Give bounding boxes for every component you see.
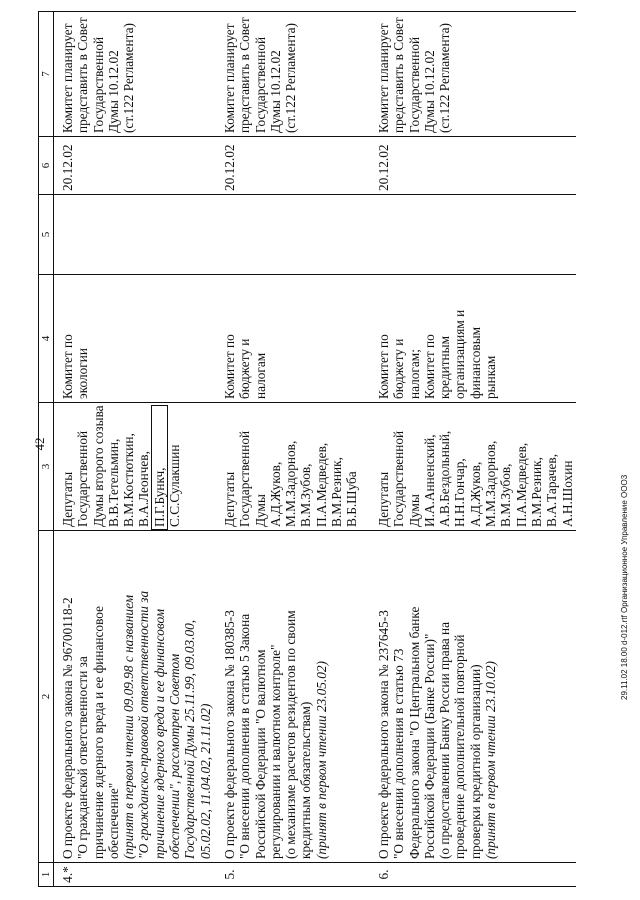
cell-text-line: Российской Федерации "О валютном [252, 649, 268, 859]
cell-text-line: М.М.Задорнов, [483, 440, 499, 527]
cell-text-line: регулировании и валютном контроле" [267, 644, 283, 859]
cell-text-line: (о предоставлении Банку России права на [437, 621, 453, 859]
date-cell: 20.12.02 [370, 137, 576, 195]
cell-text-line: Комитет планирует [376, 23, 391, 133]
cell-text-line: Комитет планирует [222, 23, 237, 133]
cell-text-line: (принят в первом чтении 23.10.02) [483, 661, 499, 859]
row-number: 5. [216, 863, 370, 887]
cell-text-line: В.М.Резник, [329, 457, 345, 527]
cell-text-line: проведение дополнительной повторной [452, 634, 468, 859]
bills-table-body [39, 12, 577, 887]
sponsors-cell [370, 403, 576, 531]
cell-text-line: В.Б.Шуба [344, 471, 360, 527]
column-number-7: 7 [39, 12, 54, 137]
cell-text-line: В.А.Леончев, [136, 451, 152, 527]
cell-text-line: кредитным [437, 336, 453, 399]
column-number-3: 3 [39, 403, 54, 531]
column-number-6: 6 [39, 137, 54, 195]
column-number-4: 4 [39, 275, 54, 403]
cell-text-line: Государственной [252, 36, 268, 133]
cell-text-line: А.Д.Жуков, [267, 461, 283, 527]
cell-text-line: П.А.Медведев, [513, 442, 529, 527]
cell-text-line: бюджету и [391, 338, 407, 399]
column-number-5: 5 [39, 195, 54, 275]
cell-text-line: финансовым [467, 326, 483, 399]
cell-text-line: С.С.Сулакшин [167, 444, 183, 527]
cell-text-line: представить в Совет [237, 17, 253, 133]
bill-title-cell [370, 531, 576, 863]
cell-text-line: проверки кредитной организации) [467, 664, 483, 859]
page-number: 42 [32, 437, 47, 451]
cell-text-line: кредитным обязательствам) [298, 701, 314, 859]
cell-text-line: (ст.122 Регламента) [283, 23, 299, 133]
cell-text-line: Государственной [391, 430, 407, 527]
cell-text-line: бюджету и [237, 338, 253, 399]
cell-text-line: "О гражданско-правовой ответственности за [136, 590, 152, 859]
page-footer: 29.11.02 18.00 d-012.rtf Организационное Управление ООО3 [620, 474, 629, 700]
cell-text-line: (принят в первом чтении 09.09.98 с названием [121, 594, 137, 859]
cell-text-line: Государственной [406, 36, 422, 133]
cell-text-line: П.Г.Бункч, [152, 406, 167, 529]
cell-text-line: Думы 10.12.02 [105, 50, 121, 133]
cell-text-line: Депутаты [222, 471, 237, 527]
bills-table [38, 11, 576, 887]
cell-text-line: (принят в первом чтении 23.05.02) [313, 661, 329, 859]
cell-text-line: И.А.Анненский, [421, 434, 437, 527]
cell-text-line: Государственной [90, 36, 106, 133]
cell-text-line: представить в Совет [75, 17, 91, 133]
cell-text-line: П.А.Медведев, [313, 442, 329, 527]
column-5-cell [216, 195, 370, 275]
cell-text-line: Комитет по [222, 334, 237, 399]
cell-text-line: Государственной [75, 430, 91, 527]
cell-text-line: налогам; [406, 349, 422, 399]
cell-text-line: В.А.Тарачев, [544, 453, 560, 527]
cell-text-line: В.М.Зубов, [298, 463, 314, 527]
cell-text-line: Комитет по [421, 334, 437, 399]
sponsors-cell [54, 403, 217, 531]
cell-text-line: В.М.Костюткин, [121, 433, 137, 527]
column-number-header-row [39, 12, 54, 887]
table-row [54, 12, 217, 887]
rotated-page-content [38, 12, 603, 887]
cell-text-line: Думы второго созыва [90, 405, 106, 527]
cell-text-line: Федерального закона "О Центральном банке [406, 606, 422, 859]
row-number: 4.* [54, 863, 217, 887]
cell-text-line: Н.Н.Гончар, [452, 458, 468, 527]
cell-text-line: Государственной [237, 430, 253, 527]
cell-text-line: Депутаты [376, 471, 391, 527]
row-number: 6. [370, 863, 576, 887]
cell-text-line: Депутаты [60, 471, 75, 527]
column-number-1: 1 [39, 863, 54, 887]
cell-text-line: А.В.Бездольный, [437, 430, 453, 527]
cell-text-line: В.М.Резник, [528, 457, 544, 527]
cell-text-line: экологии [75, 348, 91, 399]
cell-text-line: Думы 10.12.02 [421, 50, 437, 133]
cell-text-line: В.В.Тетельмин, [105, 438, 121, 527]
cell-text-line: причинение ядерного вреда и ее финансовом [151, 608, 167, 859]
bill-title-cell [216, 531, 370, 863]
cell-text-line: обеспечении", рассмотрен Советом [167, 653, 183, 859]
cell-text-line: причинение ядерного вреда и ее финансовое [90, 606, 106, 859]
cell-text-line: М.М.Задорнов, [283, 440, 299, 527]
cell-text-line: 05.02.02, 11.04.02, 21.11.02) [197, 703, 213, 859]
status-cell [370, 12, 576, 137]
cell-text-line: Государственной Думы 25.11.99, 09.03.00, [182, 619, 198, 859]
sponsors-cell [216, 403, 370, 531]
table-row [370, 12, 576, 887]
date-cell: 20.12.02 [54, 137, 217, 195]
cell-text-line: (ст.122 Регламента) [437, 23, 453, 133]
committee-cell [54, 275, 217, 403]
cell-text-line: Комитет по [60, 334, 75, 399]
cell-text-line: (о механизме расчетов резидентов по своим [283, 610, 299, 859]
column-5-cell [54, 195, 217, 275]
cell-text-line: обеспечение" [105, 782, 121, 859]
cell-text-line: Думы [406, 494, 422, 527]
cell-text-line: А.Д.Жуков, [467, 461, 483, 527]
column-5-cell [370, 195, 576, 275]
status-cell [216, 12, 370, 137]
cell-text-line: организациям и [452, 309, 468, 399]
bill-title-cell [54, 531, 217, 863]
committee-cell [370, 275, 576, 403]
cell-text-line: налогам [252, 352, 268, 399]
table-row [216, 12, 370, 887]
cell-text-line: "О внесении дополнения в статью 73 [391, 648, 407, 859]
cell-text-line: рынкам [483, 355, 499, 399]
cell-text-line: "О внесении дополнения в статью 5 Закона [237, 613, 253, 859]
cell-text-line: Комитет по [376, 334, 391, 399]
column-number-2: 2 [39, 531, 54, 863]
cell-text-line: Думы 10.12.02 [267, 50, 283, 133]
date-cell: 20.12.02 [216, 137, 370, 195]
cell-text-line: Думы [252, 494, 268, 527]
cell-text-line: О проекте федерального закона № 237645-3 [376, 610, 391, 859]
cell-text-line: (ст.122 Регламента) [121, 23, 137, 133]
cell-text-line: Российской Федерации (Банке России)" [421, 633, 437, 859]
cell-text-line: В.М.Зубов, [498, 463, 514, 527]
status-cell [54, 12, 217, 137]
cell-text-line: А.Н.Шохин [559, 460, 575, 527]
cell-text-line: О проекте федерального закона № 180385-3 [222, 610, 237, 859]
cell-text-line: Комитет планирует [60, 23, 75, 133]
committee-cell [216, 275, 370, 403]
cell-text-line: О проекте федерального закона № 96700118-2 [60, 597, 75, 859]
cell-text-line: "О гражданской ответственности за [75, 656, 91, 859]
cell-text-line: представить в Совет [391, 17, 407, 133]
